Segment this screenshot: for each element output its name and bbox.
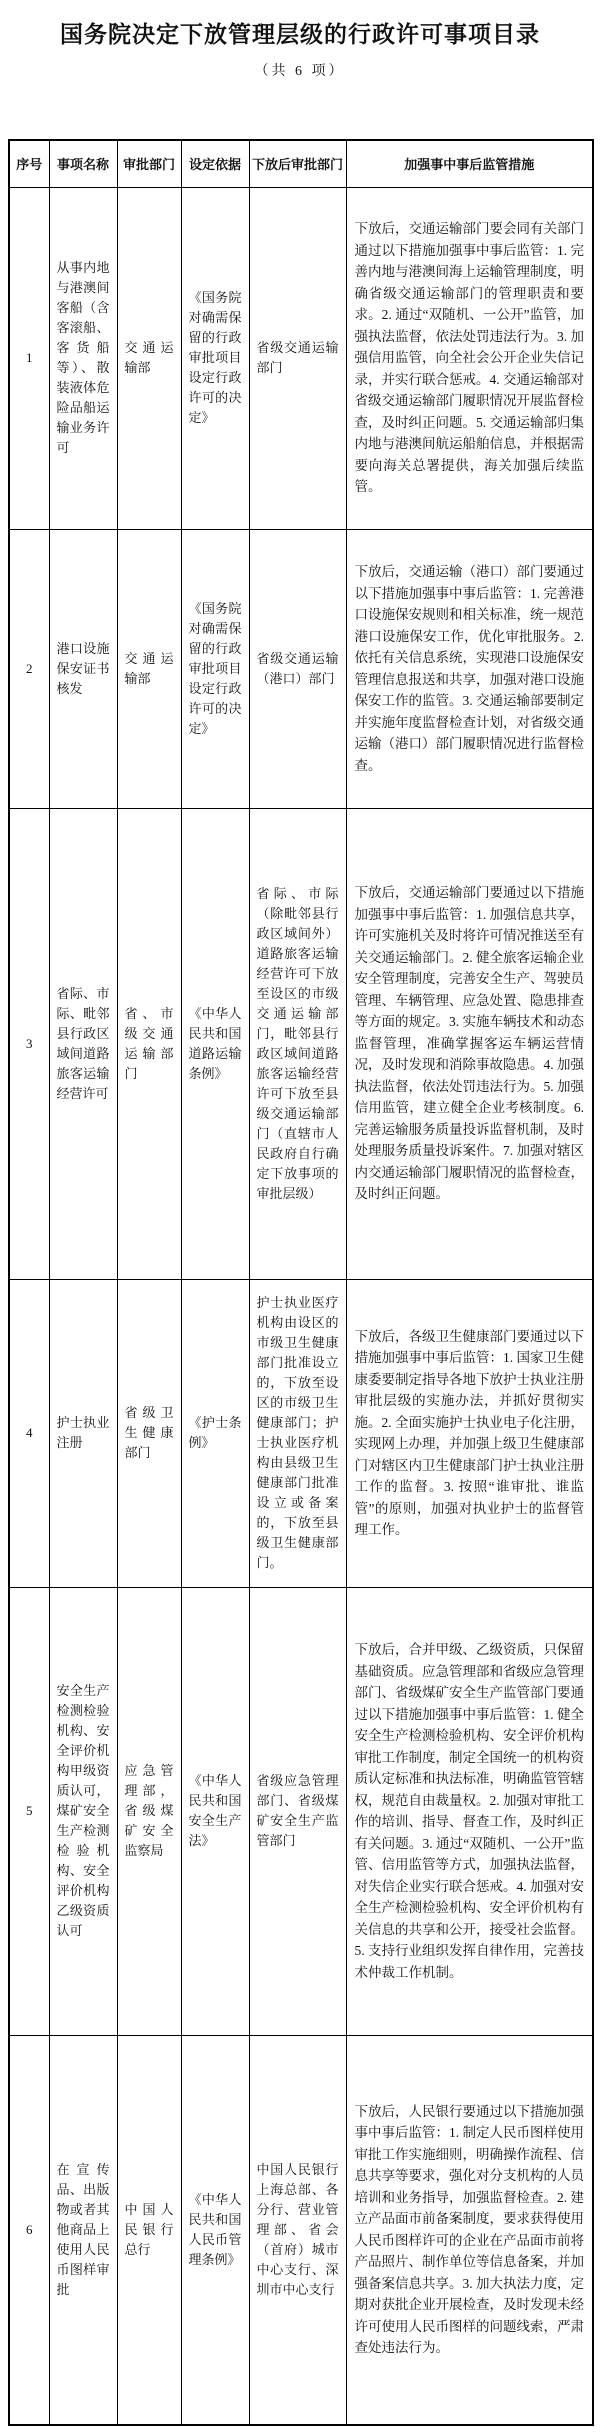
header-item-name: 事项名称 (49, 140, 117, 187)
item-name: 护士执业注册 (49, 1279, 117, 1587)
supervision-measures: 下放后，交通运输（港口）部门要通过以下措施加强事中事后监管：1. 完善港口设施保安规则和相关标准，统一规范港口设施保安工作，优化审批服务。2. 依托有关信息系统，实现港口设施保安管理信息报送和共享，加强对港口设施保安工作的监管。3. 交通运输部要制定并实施年度监督检查计划，对省级交通运输（港口）部门履职情况进行监督检查。 (346, 529, 593, 808)
document-subtitle: （共 6 项） (254, 64, 346, 79)
item-name: 安全生产检测检验机构、安全评价机构甲级资质认可，煤矿安全生产检测检验机构、安全评价机构乙级资质认可 (49, 1587, 117, 2035)
approval-dept: 省级卫生健康部门 (117, 1279, 181, 1587)
row-number: 4 (9, 1279, 49, 1587)
supervision-measures: 下放后，合并甲级、乙级资质，只保留基础资质。应急管理部和省级应急管理部门、省级煤矿安全生产监管部门要通过以下措施加强事中事后监管：1. 健全安全生产检测检验机构、安全评价机构审批工作制度，制定全国统一的机构资质认定标准和执法标准，明确监管管辖权，规范自由裁量权。2. 加强对审批工作的培训、指导、督查工作，及时纠正有关问题。3. 通过“双随机、一公开”监管、信用监管等方式，加强执法监督，对失信企业实行联合惩戒。4. 加强对安全生产检测检验机构、安全评价机构有关信息的共享和公开，接受社会监督。5. 支持行业组织发挥自律作用，完善技术仲裁工作机制。 (346, 1587, 593, 2035)
header-post-delegation-dept: 下放后审批部门 (249, 140, 346, 187)
item-name: 港口设施保安证书核发 (49, 529, 117, 808)
post-delegation-dept: 省级交通运输（港口）部门 (249, 529, 346, 808)
table-row (9, 187, 593, 529)
legal-basis: 《国务院对确需保留的行政审批项目设定行政许可的决定》 (181, 529, 249, 808)
table-row (9, 2035, 593, 2425)
supervision-measures: 下放后，交通运输部门要会同有关部门通过以下措施加强事中事后监管：1. 完善内地与港澳间海上运输管理制度，明确省级交通运输部门的管理职责和要求。2. 通过“双随机、一公开”监管，加强执法监督，依法处罚违法行为。3. 加强信用监管，向全社会公开企业失信记录，并实行联合惩戒。4. 交通运输部对省级交通运输部门履职情况开展监督检查，及时纠正问题。5. 交通运输部归集内地与港澳间航运船舶信息，并根据需要向海关总署提供，海关加强后续监管。 (346, 187, 593, 529)
row-number: 6 (9, 2035, 49, 2425)
legal-basis: 《中华人民共和国人民币管理条例》 (181, 2035, 249, 2425)
item-name: 从事内地与港澳间客船（含客滚船、客货船等）、散装液体危险品船运输业务许可 (49, 187, 117, 529)
approval-dept: 中国人民银行总行 (117, 2035, 181, 2425)
supervision-measures: 下放后，交通运输部门要通过以下措施加强事中事后监管：1. 加强信息共享，许可实施机关及时将许可情况推送至有关交通运输部门。2. 健全旅客运输企业安全管理制度，完善安全生产、驾驶员管理、车辆管理、应急处置、隐患排查等方面的规定。3. 实施车辆技术和动态监督管理，准确掌握客运车辆运营情况，及时发现和消除事故隐患。4. 加强执法监督，依法处罚违法行为。5. 加强信用监管，建立健全企业考核制度。6. 完善运输服务质量投诉监督机制，及时处理服务质量投诉案件。7. 加强对辖区内交通运输部门履职情况的监督检查，及时纠正问题。 (346, 808, 593, 1279)
table-row (9, 529, 593, 808)
post-delegation-dept: 省级应急管理部门、省级煤矿安全生产监管部门 (249, 1587, 346, 2035)
approval-dept: 应急管理部，省级煤矿安全监察局 (117, 1587, 181, 2035)
post-delegation-dept: 护士执业医疗机构由设区的市级卫生健康部门批准设立的，下放至设区的市级卫生健康部门；护士执业医疗机构由县级卫生健康部门批准设立或备案的，下放至县级卫生健康部门。 (249, 1279, 346, 1587)
document-title: 国务院决定下放管理层级的行政许可事项目录 (60, 22, 540, 47)
header-approval-dept: 审批部门 (117, 140, 181, 187)
legal-basis: 《护士条例》 (181, 1279, 249, 1587)
legal-basis: 《国务院对确需保留的行政审批项目设定行政许可的决定》 (181, 187, 249, 529)
approval-dept: 交通运输部 (117, 529, 181, 808)
table-row (9, 808, 593, 1279)
legal-basis: 《中华人民共和国道路运输条例》 (181, 808, 249, 1279)
header-legal-basis: 设定依据 (181, 140, 249, 187)
row-number: 1 (9, 187, 49, 529)
header-serial-number: 序号 (9, 140, 49, 187)
post-delegation-dept: 中国人民银行上海总部、各分行、营业管理部、省会（首府）城市中心支行、深圳市中心支行 (249, 2035, 346, 2425)
supervision-measures: 下放后，各级卫生健康部门要通过以下措施加强事中事后监管：1. 国家卫生健康委要制定指导各地下放护士执业注册审批层级的实施办法，并抓好贯彻实施。2. 全面实施护士执业电子化注册，实现网上办理，并加强上级卫生健康部门对辖区内卫生健康部门护士执业注册工作的监督。3. 按照“谁审批、谁监管”的原则，加强对执业护士的监督管理工作。 (346, 1279, 593, 1587)
row-number: 5 (9, 1587, 49, 2035)
item-name: 省际、市际、毗邻县行政区域间道路旅客运输经营许可 (49, 808, 117, 1279)
license-items-table (8, 139, 594, 2426)
supervision-measures: 下放后，人民银行要通过以下措施加强事中事后监管：1. 制定人民币图样使用审批工作实施细则，明确操作流程、信息共享等要求，强化对分支机构的人员培训和业务指导，加强监督检查。2. 建立产品面市前备案制度，要求获得使用人民币图样许可的企业在产品面市前将产品照片、制作单位等信息备案，并加强备案信息共享。3. 加大执法力度，定期对获批企业开展检查，及时发现未经许可使用人民币图样的问题线索，严肃查处违法行为。 (346, 2035, 593, 2425)
row-number: 2 (9, 529, 49, 808)
post-delegation-dept: 省际、市际（除毗邻县行政区域间外）道路旅客运输经营许可下放至设区的市级交通运输部门，毗邻县行政区域间道路旅客运输经营许可下放至县级交通运输部门（直辖市人民政府自行确定下放事项的审批层级） (249, 808, 346, 1279)
table-row (9, 1587, 593, 2035)
approval-dept: 交通运输部 (117, 187, 181, 529)
table-row (9, 1279, 593, 1587)
post-delegation-dept: 省级交通运输部门 (249, 187, 346, 529)
item-name: 在宣传品、出版物或者其他商品上使用人民币图样审批 (49, 2035, 117, 2425)
approval-dept: 省、市级交通运输部门 (117, 808, 181, 1279)
header-supervision-measures: 加强事中事后监管措施 (346, 140, 593, 187)
table-header-row (9, 140, 593, 187)
row-number: 3 (9, 808, 49, 1279)
legal-basis: 《中华人民共和国安全生产法》 (181, 1587, 249, 2035)
